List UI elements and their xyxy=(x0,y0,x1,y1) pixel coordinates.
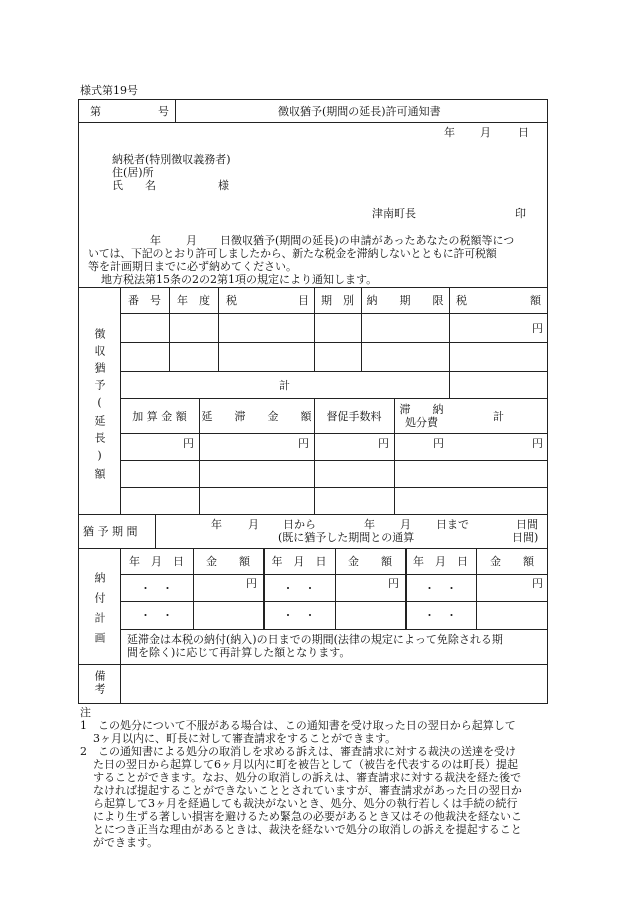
plan-note-line-2: 間を除く)に応じて再計算した額となります。 xyxy=(127,646,351,659)
th-delinquency-charge: 延 滞 金 額 xyxy=(201,410,312,423)
remarks-label: 備考 xyxy=(93,670,106,696)
grace-days: 日間 xyxy=(516,518,538,531)
header-go: 号 xyxy=(158,105,169,118)
note-2-line-7: とにつき正当な理由があるときは、裁決を経ないで処分の取消しの訴えを提起すること xyxy=(93,823,522,836)
note-1-line-2: 3ヶ月以内に、町長に対して審査請求をすることができます。 xyxy=(93,732,397,745)
note-2-line-1: 2 この通知書による処分の取消しを求める訴えは、審査請求に対する裁決の送達を受け xyxy=(80,745,516,758)
grace-start-year: 年 xyxy=(211,518,222,531)
yen-unit: 円 xyxy=(246,577,257,590)
note-2-line-3: することができます。なお、処分の取消しの訴えは、審査請求に対する裁決を経た後で xyxy=(93,771,522,784)
plan-note-line-1: 延滞金は本税の納付(納入)の日までの期間(法律の規定によって免除される期 xyxy=(127,633,503,646)
grace-cumulative-note: (既に猶予した期間との通算 xyxy=(278,531,415,544)
form-number: 様式第19号 xyxy=(80,84,138,97)
plan-date-dots: ・ ・ xyxy=(140,582,173,595)
grace-end-until: 日まで xyxy=(436,518,469,531)
th-total: 計 xyxy=(493,410,504,423)
th-period: 期 別 xyxy=(321,294,354,307)
address-label: 住(居)所 xyxy=(112,166,154,179)
plan-amount-header: 金 額 xyxy=(206,555,250,568)
yen-unit: 円 xyxy=(532,577,543,590)
plan-amount-header: 金 額 xyxy=(490,555,534,568)
th-due-date: 納 期 限 xyxy=(366,294,444,307)
body-line-4: 地方税法第15条の2の2第1項の規定により通知します。 xyxy=(101,273,378,286)
body-line-2: いては、下記のとおり許可しましたから、新たな税金を滞納しないとともに許可税額 xyxy=(88,247,497,260)
yen-unit: 円 xyxy=(298,437,309,450)
yen-unit: 円 xyxy=(433,437,444,450)
th-number: 番 号 xyxy=(128,294,161,307)
plan-date-dots: ・ ・ xyxy=(424,582,457,595)
note-1-line-1: 1 この処分について不服がある場合は、この通知書を受け取った日の翌日から起算して xyxy=(80,719,516,732)
total-label: 計 xyxy=(279,379,290,392)
plan-date-dots: ・ ・ xyxy=(282,582,316,595)
plan-date-dots: ・ ・ xyxy=(424,609,457,622)
th-tax-item-b: 目 xyxy=(298,294,309,307)
grace-end-month: 月 xyxy=(400,518,411,531)
yen-unit: 円 xyxy=(378,437,389,450)
plan-date-header: 年 月 日 xyxy=(413,555,468,568)
plan-date-header: 年 月 日 xyxy=(129,555,184,568)
grace-period-label: 猶 予 期 間 xyxy=(83,525,138,538)
th-tax-amount-a: 税 xyxy=(456,294,467,307)
yen-unit: 円 xyxy=(532,437,543,450)
th-tax-amount-b: 額 xyxy=(530,294,541,307)
date-month: 月 xyxy=(480,126,491,139)
note-2-line-5: ら起算して3ヶ月を経過しても裁決がないとき、処分、処分の執行若しくは手続の続行 xyxy=(93,797,518,810)
document-title: 徴収猶予(期間の延長)許可通知書 xyxy=(278,105,441,118)
th-tax-item-a: 税 xyxy=(226,294,237,307)
notes-title: 注 xyxy=(80,706,91,719)
yen-unit: 円 xyxy=(388,577,399,590)
payment-plan-label-vertical: 納付計画 xyxy=(93,572,106,652)
honorific-sama: 様 xyxy=(218,179,229,192)
seal-mark: 印 xyxy=(515,207,526,220)
taxpayer-label: 納税者(特別徴収義務者) xyxy=(112,153,231,166)
issuer-name: 津南町長 xyxy=(372,207,416,220)
grace-end-year: 年 xyxy=(364,518,375,531)
name-label: 氏 名 xyxy=(112,179,156,192)
grace-cumulative-days: 日間) xyxy=(512,531,539,544)
plan-date-header: 年 月 日 xyxy=(271,555,327,568)
note-2-line-4: なければ提起することができないこととされていますが、審査請求があった日の翌日か xyxy=(93,784,522,797)
body-line-1: 日徴収猶予(期間の延長)の申請があったあなたの税額等につ xyxy=(220,234,515,247)
yen-unit: 円 xyxy=(532,322,543,335)
plan-date-dots: ・ ・ xyxy=(140,609,173,622)
th-reminder-fee: 督促手数料 xyxy=(326,410,382,423)
note-2-line-2: た日の翌日から起算して6ヶ月以内に町を被告として（被告を代表するのは町長）提起 xyxy=(93,758,518,771)
plan-amount-header: 金 額 xyxy=(348,555,392,568)
plan-date-dots: ・ ・ xyxy=(282,609,316,622)
date-day: 日 xyxy=(518,126,529,139)
body-month: 月 xyxy=(186,234,197,247)
note-2-line-8: ができます。 xyxy=(93,836,159,849)
th-fiscal-year: 年 度 xyxy=(177,294,210,307)
section-label-vertical: 徴収猶予(延長)額 xyxy=(93,328,106,485)
body-year: 年 xyxy=(150,234,161,247)
header-dai: 第 xyxy=(90,105,101,118)
note-2-line-6: により生ずる著しい損害を避けるため緊急の必要があるとき又はその他裁決を経ないこ xyxy=(93,810,522,823)
body-line-3: 等を計画期日までに必ず納めてください。 xyxy=(88,260,297,273)
grace-start-month: 月 xyxy=(248,518,259,531)
th-disposition-fee-a: 滞 納 xyxy=(399,403,444,416)
grace-start-from: 日から xyxy=(283,518,316,531)
th-disposition-fee-b: 処分費 xyxy=(405,416,438,429)
th-additional-tax: 加 算 金 額 xyxy=(132,410,187,423)
yen-unit: 円 xyxy=(183,437,194,450)
date-year: 年 xyxy=(444,126,455,139)
